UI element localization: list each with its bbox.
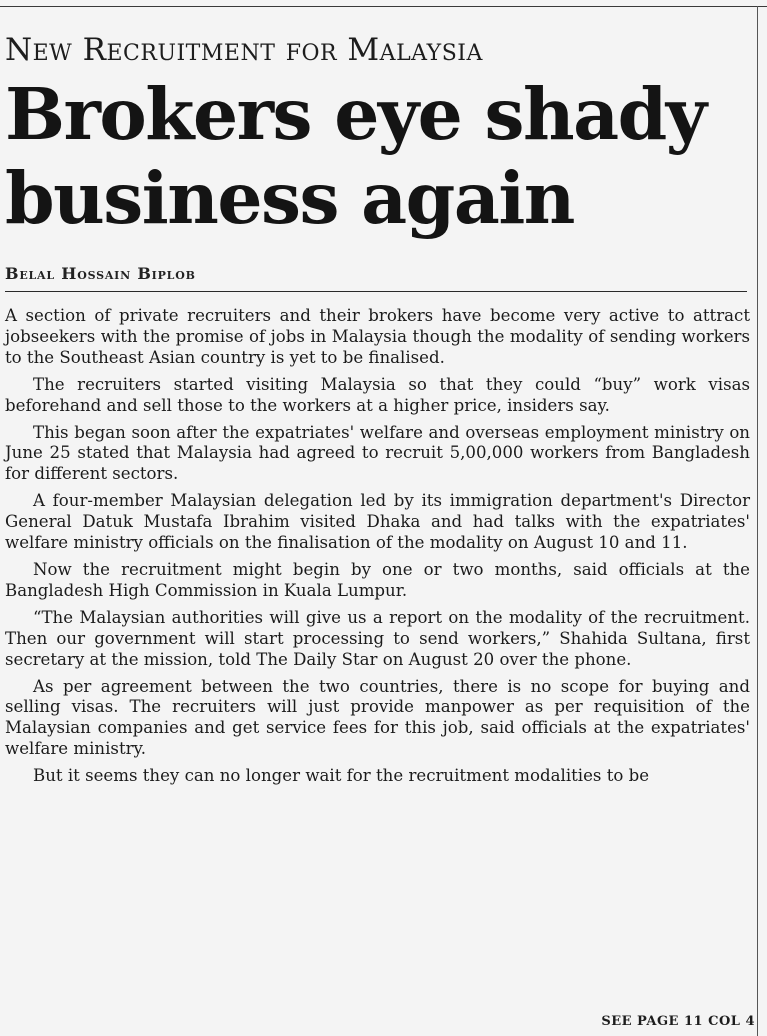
paragraph: “The Malaysian authorities will give us a report on the modality of the recruitment. Then our government will start processing to send workers,” Shahida Sultana, first secretary at the mission, told The Daily Star on August 20 over the phone. bbox=[5, 607, 750, 669]
headline bbox=[5, 72, 750, 240]
column-rule bbox=[757, 6, 758, 1036]
top-rule bbox=[0, 6, 767, 7]
paragraph: But it seems they can no longer wait for the recruitment modalities to be bbox=[33, 766, 650, 786]
article bbox=[5, 30, 750, 787]
headline-line-2: business again bbox=[5, 156, 574, 240]
byline-rule bbox=[5, 291, 747, 292]
byline: Belal Hossain Biplob bbox=[5, 264, 196, 283]
headline-line-1: Brokers eye shady bbox=[5, 72, 706, 156]
article-body bbox=[5, 306, 750, 787]
paragraph: A section of private recruiters and their brokers have become very active to attract jobseekers with the promise of jobs in Malaysia though the modality of sending workers to the Southeast Asian country is yet to be finalised. bbox=[5, 306, 750, 367]
kicker: New Recruitment for Malaysia bbox=[5, 32, 483, 68]
paragraph: Now the recruitment might begin by one or two months, said officials at the Bangladesh High Commission in Kuala Lumpur. bbox=[5, 559, 750, 600]
paragraph: As per agreement between the two countries, there is no scope for buying and selling visas. The recruiters will just provide manpower as per requisition of the Malaysian companies and get service fees for this job, said officials at the expatriates' welfare ministry. bbox=[5, 676, 750, 759]
paragraph: A four-member Malaysian delegation led by its immigration department's Director General Datuk Mustafa Ibrahim visited Dhaka and had talks with the expatriates' welfare ministry officials on the finalisation of the modality on August 10 and 11. bbox=[5, 491, 750, 553]
continued-on-link[interactable]: SEE PAGE 11 COL 4 bbox=[601, 1014, 755, 1029]
paragraph: The recruiters started visiting Malaysia so that they could “buy” work visas beforehand and sell those to the workers at a higher price, insiders say. bbox=[5, 374, 750, 415]
paragraph: This began soon after the expatriates' welfare and overseas employment ministry on June 25 stated that Malaysia had agreed to recruit 5,00,000 workers from Bangladesh for different sectors. bbox=[5, 422, 750, 484]
